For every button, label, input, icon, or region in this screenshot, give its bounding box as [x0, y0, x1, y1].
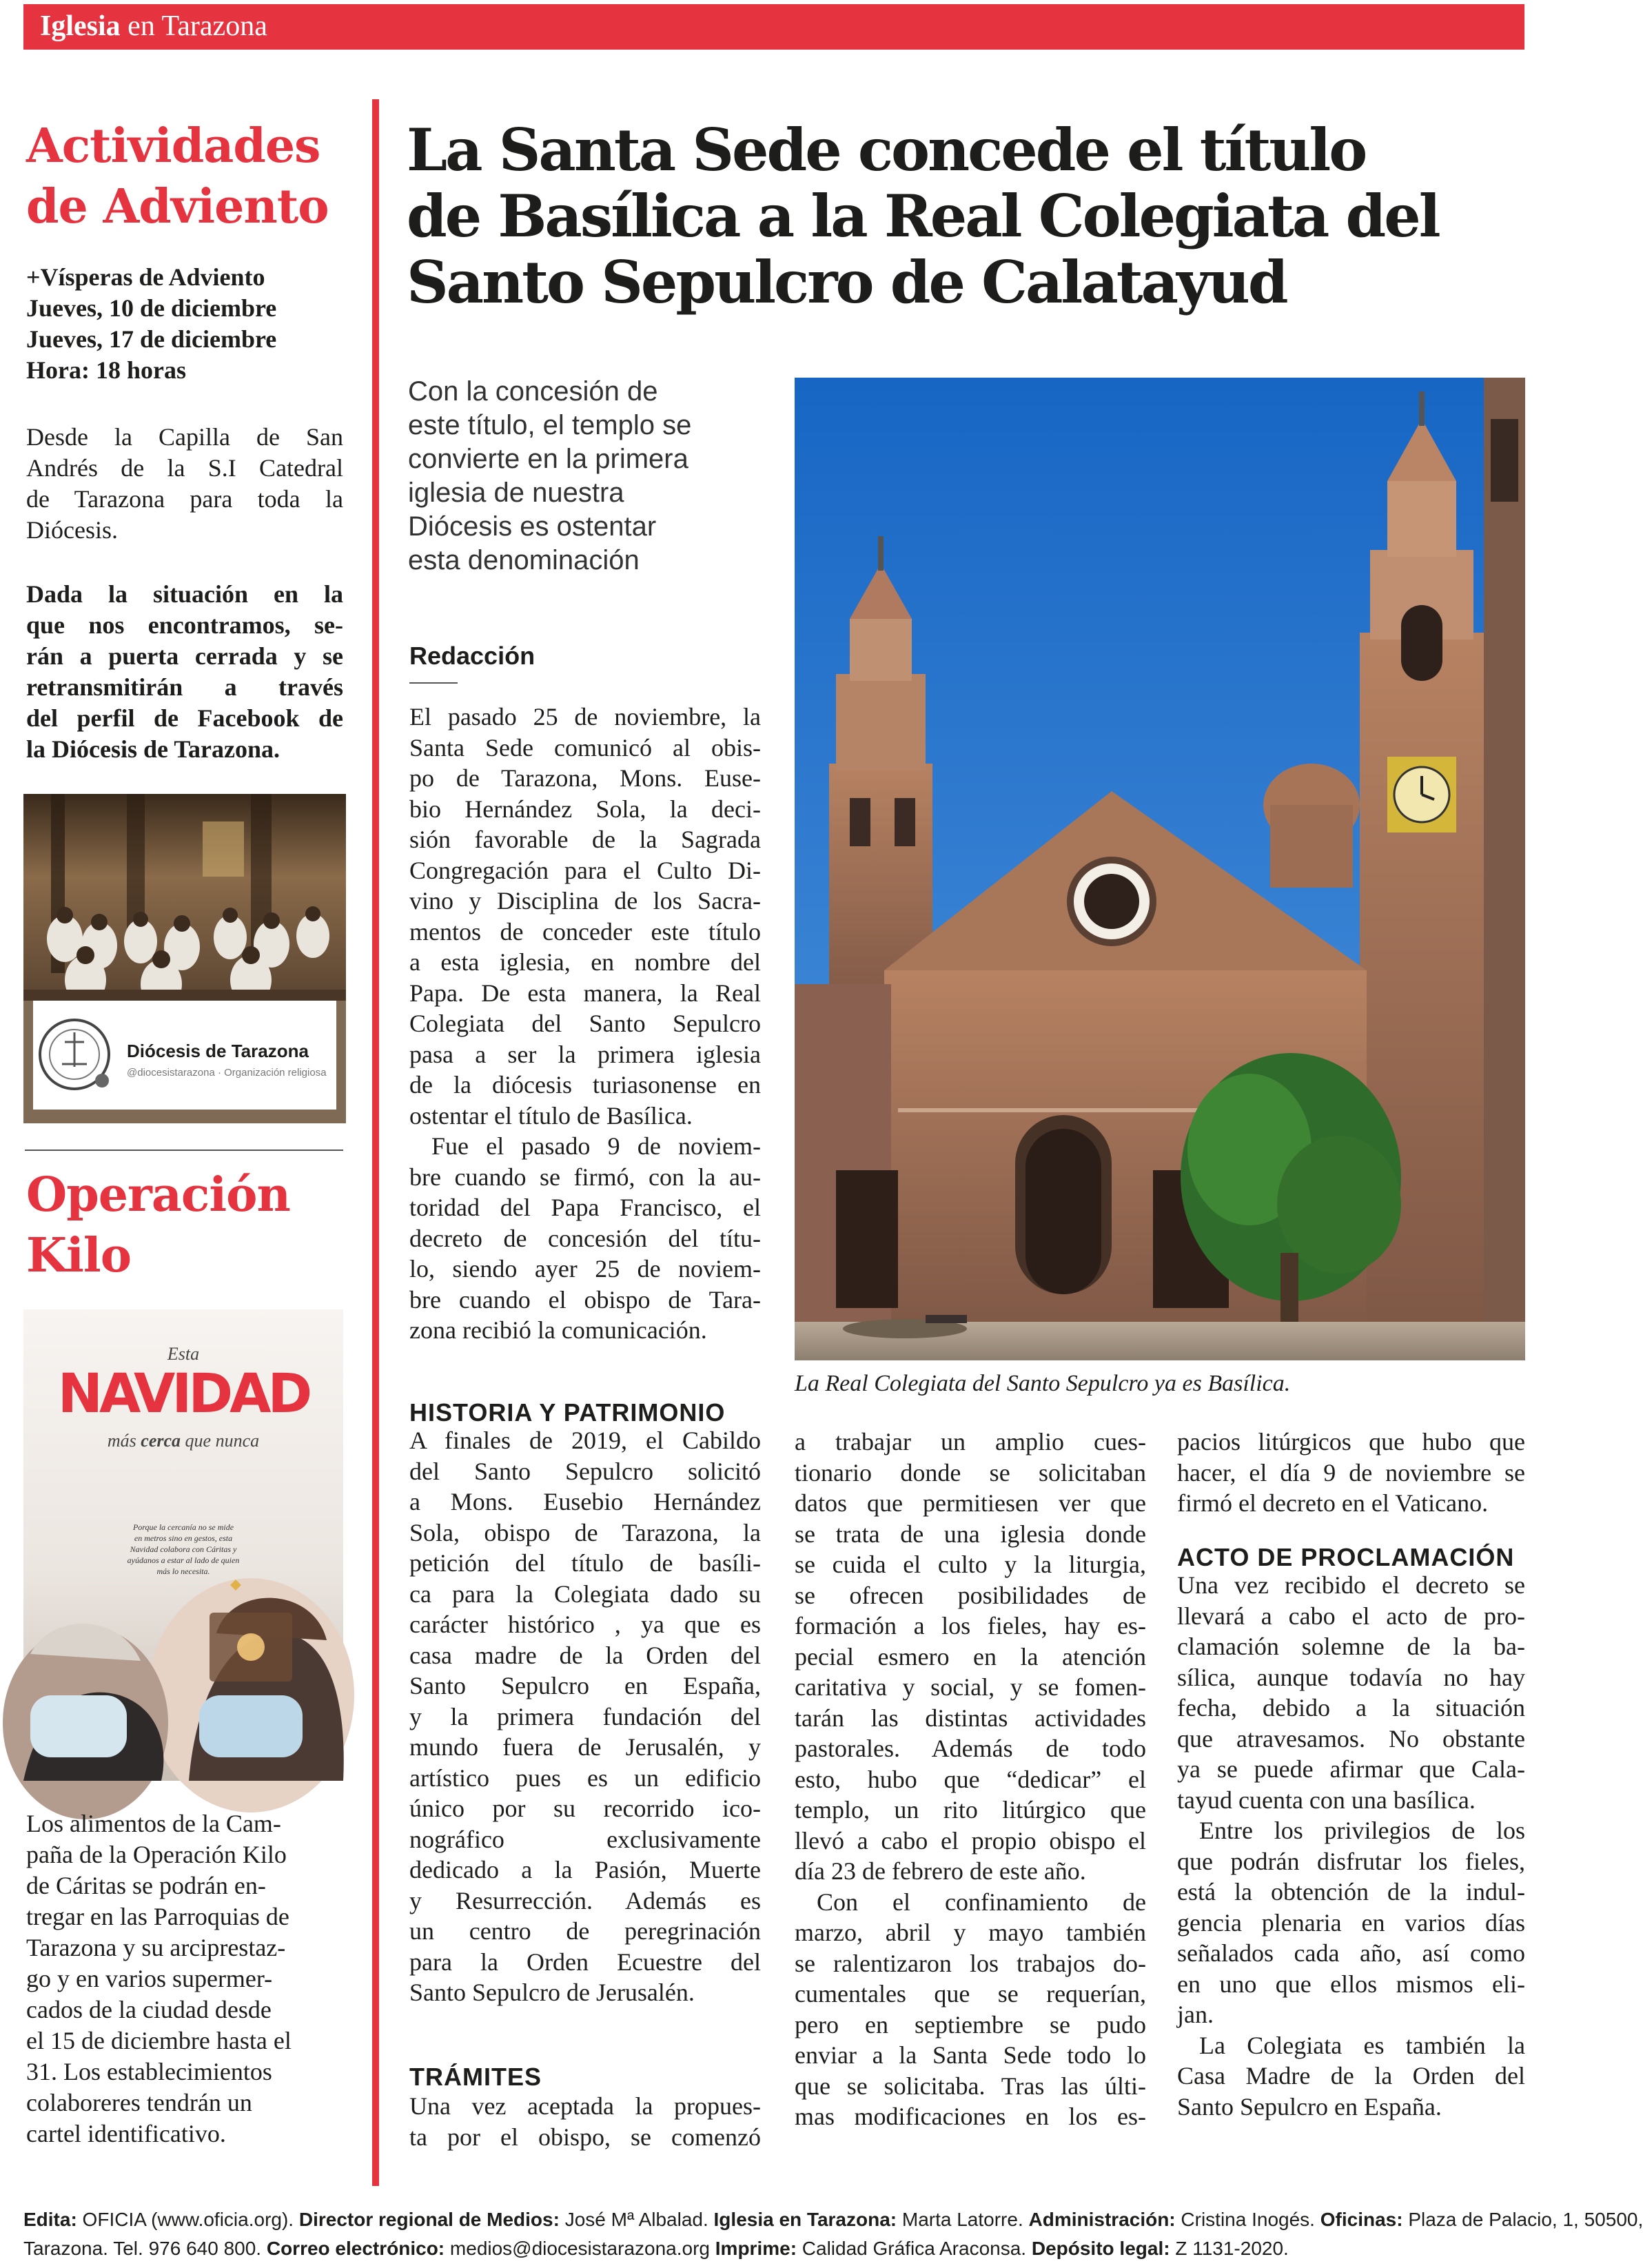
acto3-line: Casa Madre de la Orden del [1177, 2062, 1525, 2090]
basilica-photo [795, 378, 1525, 1360]
intro-paragraph [409, 702, 761, 1346]
intro-line: a esta iglesia, en nombre del [409, 948, 761, 976]
column-divider [372, 99, 379, 2186]
acto2-line: que podrán disfrutar los fieles, [1177, 1847, 1525, 1875]
col2-line: pastorales. Además de todo [795, 1735, 1146, 1762]
tagline-pre: más [107, 1431, 141, 1451]
intro-line: vino y Disciplina de los Sacra- [409, 887, 761, 915]
poster-small-line: ayúdanos a estar al lado de quien [127, 1555, 240, 1565]
history-line: y la primera fundación del [409, 1702, 761, 1730]
kilo-line: cartel identificativo. [26, 2120, 226, 2147]
advent-notice [26, 579, 343, 765]
tagline-post: que nunca [181, 1431, 260, 1451]
advent-title [26, 116, 329, 237]
poster-small-line: Porque la cercanía no se mide [132, 1522, 234, 1532]
subtitle-line: este título, el templo se [408, 410, 692, 440]
acto-line: Una vez recibido el decreto se [1177, 1571, 1525, 1599]
footer-value: Calidad Gráfica Araconsa. [797, 2238, 1032, 2259]
acto2-line: en uno que ellos mismos eli- [1177, 1970, 1525, 1998]
church-illustration [795, 378, 1525, 1360]
intro-line: ostentar el título de Basílica. [409, 1101, 693, 1130]
advent-title-line: de Adviento [26, 179, 329, 234]
acto2-line: jan. [1177, 2001, 1214, 2028]
intro2-line: Fue el pasado 9 de noviem- [431, 1132, 761, 1160]
intro-line: de la diócesis turiasonense en [409, 1071, 761, 1099]
history-line: Santo Sepulcro en España, [409, 1672, 761, 1699]
notice-line: que nos encontramos, se- [26, 611, 343, 639]
acto-line: clamación solemne de la ba- [1177, 1633, 1525, 1660]
headline-line: La Santa Sede concede el título [407, 116, 1366, 184]
place-line: Diócesis. [26, 516, 118, 544]
footer-line [23, 2205, 1643, 2234]
acto2-line: está la obtención de la indul- [1177, 1878, 1525, 1906]
place-line: de Tarazona para toda la [26, 485, 343, 513]
intro-line: Congregación para el Culto Di- [409, 856, 761, 884]
history-line: único por su recorrido ico- [409, 1795, 761, 1822]
intro-line: sión favorable de la Sagrada [409, 826, 761, 853]
footer-value: medios@diocesistarazona.org [445, 2238, 715, 2259]
poster-top-word: Esta [167, 1344, 200, 1364]
poster-small-line: más lo necesita. [156, 1566, 210, 1576]
credits-footer [23, 2205, 1643, 2263]
acto-line: ya se puede afirmar que Cala- [1177, 1755, 1525, 1783]
history-heading: HISTORIA Y PATRIMONIO [409, 1398, 726, 1427]
footer-label: Imprime: [715, 2238, 797, 2259]
history-line: a Mons. Eusebio Hernández [409, 1488, 761, 1515]
footer-label: Administración: [1028, 2209, 1176, 2230]
section-brand [40, 10, 267, 43]
acto3-line: La Colegiata es también la [1199, 2031, 1525, 2059]
notice-line: rán a puerta cerrada y se [26, 642, 343, 670]
footer-label: Iglesia en Tarazona: [713, 2209, 897, 2230]
history-line: Sola, obispo de Tarazona, la [409, 1518, 761, 1546]
column2-paragraph [795, 1427, 1146, 2132]
history-line: casa madre de la Orden del [409, 1641, 761, 1669]
col2b-line: Con el confinamiento de [817, 1888, 1146, 1916]
footer-value: OFICIA (www.oficia.org). [76, 2209, 299, 2230]
footer-value: Tarazona. Tel. 976 640 800. [23, 2238, 267, 2259]
footer-label: Oficinas: [1320, 2209, 1403, 2230]
acto-paragraph [1177, 1570, 1525, 2122]
history-line: artístico pues es un edificio [409, 1764, 761, 1792]
history-line: petición del título de basíli- [409, 1549, 761, 1577]
acto2-line: gencia plenaria en varios días [1177, 1908, 1525, 1937]
kilo-line: de Cáritas se podrán en- [26, 1872, 266, 1899]
schedule-line: Hora: 18 horas [26, 356, 186, 384]
intro2-line: lo, siendo ayer 25 de noviem- [409, 1255, 761, 1283]
col3-line: firmó el decreto en el Vaticano. [1177, 1489, 1489, 1517]
headline-line: Santo Sepulcro de Calatayud [407, 248, 1287, 316]
subtitle-line: convierte en la primera [408, 444, 688, 474]
kilo-line: go y en varios supermer- [26, 1965, 273, 1992]
col2b-line: marzo, abril y mayo también [795, 1919, 1146, 1946]
col2-line: datos que permitiesen ver que [795, 1489, 1146, 1517]
facebook-page-handle: @diocesistarazona · Organización religiosa [127, 1067, 327, 1079]
col2b-line: se ralentizaron los trabajos do- [795, 1949, 1146, 1977]
column3-top-paragraph [1177, 1427, 1525, 1519]
col2-line: se ofrecen posibilidades de [795, 1581, 1146, 1609]
history-line: A finales de 2019, el Cabildo [409, 1427, 761, 1454]
intro2-line: bre cuando se firmó, con la au- [409, 1163, 761, 1191]
intro2-line: bre cuando el obispo de Tara- [409, 1285, 761, 1314]
col2-line: a trabajar un amplio cues- [795, 1428, 1146, 1455]
col2-line: templo, un rito litúrgico que [795, 1796, 1146, 1823]
kilo-line: Los alimentos de la Cam- [26, 1810, 281, 1837]
navidad-poster [23, 1309, 343, 1781]
tramites-paragraph [409, 2091, 761, 2152]
kilo-line: tregar en las Parroquias de [26, 1903, 289, 1930]
poster-navidad: NAVIDAD [57, 1363, 309, 1425]
col3-line: hacer, el día 9 de noviembre se [1177, 1458, 1525, 1487]
history-line: y Resurrección. Además es [409, 1886, 761, 1914]
headline-line: de Basílica a la Real Colegiata del [407, 182, 1439, 250]
brand-bold: Iglesia [40, 10, 121, 42]
subtitle-line: iglesia de nuestra [408, 478, 624, 508]
poster-small-text [51, 1522, 316, 1577]
intro2-line: zona recibió la comunicación. [409, 1316, 707, 1344]
kilo-line: Tarazona y su arciprestaz- [26, 1934, 286, 1961]
place-line: Andrés de la S.I Catedral [26, 454, 343, 482]
advent-title-line: Actividades [26, 119, 320, 174]
footer-value: José Mª Albalad. [559, 2209, 714, 2230]
intro2-line: decreto de concesión del títu- [409, 1224, 761, 1252]
notice-line: Dada la situación en la [26, 580, 343, 608]
intro-line: po de Tarazona, Mons. Euse- [409, 764, 761, 792]
kilo-title-line: Kilo [26, 1228, 132, 1283]
col2b-line: mas modificaciones en los es- [795, 2103, 1146, 2130]
history-line: un centro de peregrinación [409, 1917, 761, 1945]
col2-line: caritativa y social, y se fomen- [795, 1673, 1146, 1701]
advent-place [26, 422, 343, 546]
intro-line: El pasado 25 de noviembre, la [409, 703, 761, 731]
article-headline [407, 117, 1523, 316]
schedule-line: Jueves, 17 de diciembre [26, 325, 277, 353]
acto-heading: ACTO DE PROCLAMACIÓN [1177, 1543, 1515, 1571]
intro2-line: toridad del Papa Francisco, el [409, 1194, 761, 1221]
photo-caption: La Real Colegiata del Santo Sepulcro ya es Basílica. [795, 1371, 1291, 1396]
kilo-line: colaboreres tendrán un [26, 2089, 252, 2116]
history-line: Santo Sepulcro de Jerusalén. [409, 1979, 695, 2006]
col2-line: formación a los fieles, hay es- [795, 1612, 1146, 1639]
poster-small-line: Navidad colabora con Cáritas y [130, 1544, 237, 1554]
article-subtitle [408, 375, 732, 578]
acto2-line: Entre los privilegios de los [1199, 1817, 1525, 1844]
acto-line: que atravesamos. No obstante [1177, 1724, 1525, 1753]
history-paragraph [409, 1425, 761, 2008]
tramites-heading: TRÁMITES [409, 2063, 542, 2091]
schedule-line: +Vísperas de Adviento [26, 263, 265, 291]
kilo-title [26, 1165, 290, 1286]
sidebar-divider [25, 1150, 343, 1151]
intro-line: Colegiata del Santo Sepulcro [409, 1010, 761, 1037]
notice-line: la Diócesis de Tarazona. [26, 735, 280, 763]
footer-label: Edita: [23, 2209, 77, 2230]
history-line: mundo fuera de Jerusalén, y [409, 1733, 761, 1761]
notice-line: retransmitirán a través [26, 673, 343, 701]
subtitle-line: esta denominación [408, 545, 640, 575]
col2-line: pecial esmero en la atención [795, 1642, 1146, 1671]
tramites-line: Una vez aceptada la propues- [409, 2092, 761, 2120]
acto-line: sílica, aunque todavía no hay [1177, 1663, 1525, 1691]
footer-value: Plaza de Palacio, 1, 50500, [1402, 2209, 1643, 2230]
footer-value: Marta Latorre. [897, 2209, 1029, 2230]
kilo-line: el 15 de diciembre hasta el [26, 2027, 292, 2054]
footer-value: Cristina Inogés. [1175, 2209, 1320, 2230]
kilo-title-line: Operación [26, 1167, 290, 1223]
subtitle-line: Diócesis es ostentar [408, 511, 657, 542]
brand-rest: en Tarazona [120, 10, 267, 42]
facebook-promo-card [23, 794, 346, 1123]
schedule-line: Jueves, 10 de diciembre [26, 294, 277, 322]
notice-line: del perfil de Facebook de [26, 704, 343, 732]
col2-line: tionario donde se solicitaban [795, 1458, 1146, 1487]
acto2-line: señalados cada año, así como [1177, 1939, 1525, 1967]
col2b-line: cumentales que se requerían, [795, 1980, 1146, 2008]
intro-line: bio Hernández Sola, la deci- [409, 795, 761, 823]
subtitle-line: Con la concesión de [408, 376, 658, 407]
byline: Redacción [409, 642, 535, 670]
header-bar [23, 4, 1524, 50]
history-line: del Santo Sepulcro solicitó [409, 1457, 761, 1485]
col2b-line: pero en septiembre se pudo [795, 2010, 1146, 2039]
tagline-bold: cerca [141, 1431, 181, 1451]
place-line: Desde la Capilla de San [26, 423, 343, 451]
col3-line: pacios litúrgicos que hubo que [1177, 1428, 1525, 1455]
intro-line: Papa. De esta manera, la Real [409, 979, 761, 1007]
history-line: para la Orden Ecuestre del [409, 1948, 761, 1976]
col2-line: día 23 de febrero de este año. [795, 1857, 1086, 1885]
footer-line [23, 2234, 1524, 2263]
col2b-line: enviar a la Santa Sede todo lo [795, 2041, 1146, 2069]
intro-line: Santa Sede comunicó al obis- [409, 733, 761, 762]
col2b-line: que se solicitaba. Tras las últi- [795, 2072, 1146, 2100]
poster-small-line: en metros sino en gestos, esta [134, 1533, 233, 1543]
kilo-text [26, 1808, 343, 2149]
advent-schedule [26, 262, 343, 386]
facebook-page-name: Diócesis de Tarazona [127, 1041, 309, 1061]
tramites-line: ta por el obispo, se comenzó [409, 2123, 761, 2151]
intro-line: pasa a ser la primera iglesia [409, 1040, 761, 1068]
footer-value: Z 1131-2020. [1170, 2238, 1289, 2259]
footer-label: Director regional de Medios: [298, 2209, 560, 2230]
footer-label: Depósito legal: [1031, 2238, 1170, 2259]
acto-line: tayud cuenta con una basílica. [1177, 1786, 1476, 1814]
col2-line: tarán las distintas actividades [795, 1704, 1146, 1732]
acto3-line: Santo Sepulcro en España. [1177, 2092, 1442, 2121]
byline-rule [409, 682, 458, 684]
kilo-line: cados de la ciudad desde [26, 1996, 272, 2023]
footer-label: Correo electrónico: [266, 2238, 445, 2259]
kilo-line: 31. Los establecimientos [26, 2058, 272, 2085]
kilo-line: paña de la Operación Kilo [26, 1841, 287, 1868]
history-line: ca para la Colegiata dado su [409, 1580, 761, 1608]
poster-tagline [23, 1431, 343, 1451]
col2-line: se cuida el culto y la liturgia, [795, 1551, 1146, 1578]
history-line: carácter histórico , ya que es [409, 1611, 761, 1638]
acto-line: fecha, debido a la situación [1177, 1694, 1525, 1722]
col2-line: se trata de una iglesia donde [795, 1520, 1146, 1548]
col2-line: llevó a cabo el propio obispo el [795, 1826, 1146, 1855]
col2-line: esto, hubo que “dedicar” el [795, 1765, 1146, 1793]
history-line: dedicado a la Pasión, Muerte [409, 1856, 761, 1883]
acto-line: llevará a cabo el acto de pro- [1177, 1602, 1525, 1630]
intro-line: mentos de conceder este título [409, 917, 761, 946]
history-line: nográfico exclusivamente [409, 1825, 761, 1853]
